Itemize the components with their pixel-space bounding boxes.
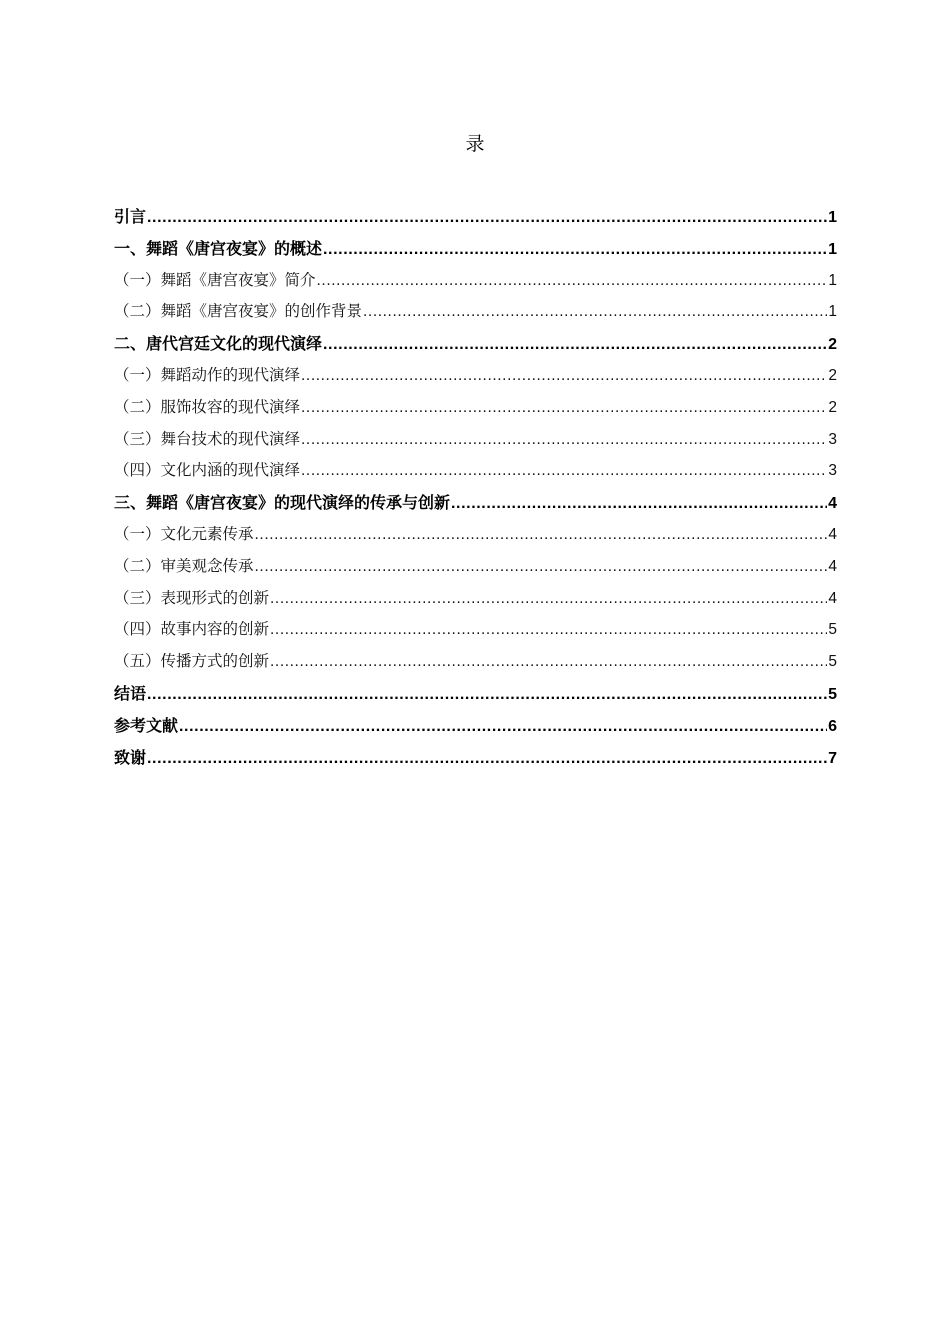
toc-entry-page: 2 xyxy=(828,336,837,354)
toc-entry-page: 6 xyxy=(828,717,837,735)
toc-entry[interactable] xyxy=(114,233,837,265)
toc-entry-label: （三）舞台技术的现代演绎 xyxy=(114,429,301,448)
toc-entry-label: 致谢 xyxy=(114,747,147,767)
toc-leader-dots xyxy=(270,614,827,646)
toc-entry-page: 4 xyxy=(828,589,837,607)
toc-entry-page: 2 xyxy=(828,366,837,384)
toc-entry-page: 5 xyxy=(828,621,837,639)
toc-leader-dots xyxy=(301,424,827,456)
toc-entry[interactable] xyxy=(114,392,837,424)
toc-entry-label: 三、舞蹈《唐宫夜宴》的现代演绎的传承与创新 xyxy=(114,493,451,513)
toc-title: 录 xyxy=(465,133,485,155)
toc-entry-label: 参考文献 xyxy=(114,715,179,735)
toc-entry[interactable] xyxy=(114,487,837,519)
toc-leader-dots xyxy=(301,360,827,392)
toc-leader-dots xyxy=(147,743,827,774)
toc-leader-dots xyxy=(179,711,827,742)
toc-entry-label: （四）故事内容的创新 xyxy=(114,620,270,639)
toc-entry-label: （二）舞蹈《唐宫夜宴》的创作背景 xyxy=(114,302,363,321)
toc-entry-label: 引言 xyxy=(114,207,147,226)
toc-entry[interactable] xyxy=(114,551,837,583)
toc-leader-dots xyxy=(363,296,827,328)
toc-leader-dots xyxy=(301,455,827,487)
table-of-contents xyxy=(114,201,837,773)
toc-entry-label: 二、唐代宫廷文化的现代演绎 xyxy=(114,334,323,354)
toc-entry[interactable] xyxy=(114,265,837,297)
toc-entry[interactable] xyxy=(114,583,837,615)
toc-entry[interactable] xyxy=(114,201,837,233)
toc-entry-label: （一）舞蹈《唐宫夜宴》简介 xyxy=(114,270,316,289)
toc-leader-dots xyxy=(270,583,827,615)
toc-entry-label: 结语 xyxy=(114,683,147,703)
toc-leader-dots xyxy=(147,679,827,710)
toc-entry[interactable] xyxy=(114,455,837,487)
toc-leader-dots xyxy=(301,392,827,424)
toc-leader-dots xyxy=(451,488,827,519)
toc-entry-label: （二）服饰妆容的现代演绎 xyxy=(114,397,301,416)
toc-entry-label: （二）审美观念传承 xyxy=(114,556,254,575)
toc-leader-dots xyxy=(323,329,827,360)
toc-entry-page: 1 xyxy=(828,271,837,289)
toc-entry[interactable] xyxy=(114,424,837,456)
toc-entry-page: 4 xyxy=(828,557,837,575)
toc-entry[interactable] xyxy=(114,328,837,360)
toc-entry-page: 4 xyxy=(828,495,837,513)
toc-leader-dots xyxy=(270,646,827,678)
toc-leader-dots xyxy=(317,265,828,297)
toc-entry-page: 4 xyxy=(828,525,837,543)
toc-entry-page: 5 xyxy=(828,685,837,703)
toc-entry-label: （一）舞蹈动作的现代演绎 xyxy=(114,365,301,384)
toc-entry-page: 1 xyxy=(828,209,837,226)
toc-entry[interactable] xyxy=(114,710,837,742)
toc-leader-dots xyxy=(323,234,827,265)
toc-entry[interactable] xyxy=(114,742,837,774)
toc-entry[interactable] xyxy=(114,519,837,551)
toc-leader-dots xyxy=(255,551,828,583)
toc-entry[interactable] xyxy=(114,296,837,328)
toc-entry-label: （四）文化内涵的现代演绎 xyxy=(114,461,301,480)
toc-entry-label: （五）传播方式的创新 xyxy=(114,652,270,671)
toc-leader-dots xyxy=(255,519,828,551)
toc-entry-page: 2 xyxy=(828,398,837,416)
toc-entry-page: 7 xyxy=(828,749,837,767)
toc-entry-label: （三）表现形式的创新 xyxy=(114,588,270,607)
toc-entry-page: 5 xyxy=(828,653,837,671)
toc-entry-label: （一）文化元素传承 xyxy=(114,524,254,543)
toc-entry[interactable] xyxy=(114,678,837,710)
toc-entry-page: 1 xyxy=(828,240,837,258)
toc-entry[interactable] xyxy=(114,614,837,646)
toc-entry-page: 3 xyxy=(828,430,837,448)
toc-entry-label: 一、舞蹈《唐宫夜宴》的概述 xyxy=(114,238,323,258)
toc-entry-page: 3 xyxy=(828,462,837,480)
toc-entry[interactable] xyxy=(114,646,837,678)
toc-leader-dots xyxy=(147,202,827,233)
toc-entry[interactable] xyxy=(114,360,837,392)
toc-entry-page: 1 xyxy=(828,303,837,321)
